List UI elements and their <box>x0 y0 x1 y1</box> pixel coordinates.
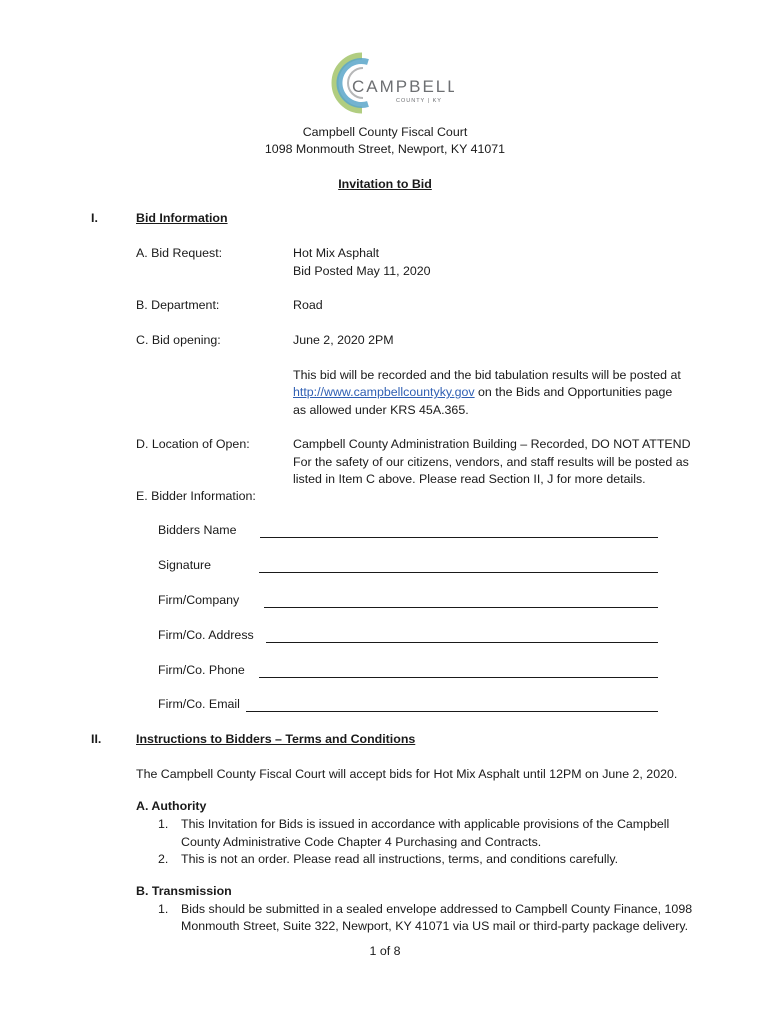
org-address: 1098 Monmouth Street, Newport, KY 41071 <box>264 142 506 156</box>
authority-item-1-number: 1. <box>158 817 169 831</box>
location-value-line3: listed in Item C above. Please read Section II, J for more details. <box>293 472 646 486</box>
location-value-line1: Campbell County Administration Building – Recorded, DO NOT ATTEND <box>293 437 691 451</box>
bidder-info-label: E. Bidder Information: <box>136 489 256 503</box>
firm-address-label: Firm/Co. Address <box>158 628 254 642</box>
firm-address-field[interactable] <box>266 642 658 643</box>
bid-opening-note-line2-rest: on the Bids and Opportunities page <box>474 385 673 399</box>
bid-opening-note-line2 <box>293 385 672 399</box>
firm-company-field[interactable] <box>264 607 658 608</box>
transmission-item-1-number: 1. <box>158 902 169 916</box>
bid-opening-note-line3: as allowed under KRS 45A.365. <box>293 403 469 417</box>
authority-heading: A. Authority <box>136 799 207 813</box>
campbell-county-logo <box>318 48 454 118</box>
transmission-heading: B. Transmission <box>136 884 232 898</box>
authority-item-1-line2: County Administrative Code Chapter 4 Purchasing and Contracts. <box>181 835 542 849</box>
bidders-name-label: Bidders Name <box>158 523 237 537</box>
firm-phone-label: Firm/Co. Phone <box>158 663 245 677</box>
bid-opening-label: C. Bid opening: <box>136 333 221 347</box>
section-2-title: Instructions to Bidders – Terms and Conditions <box>136 732 416 746</box>
authority-item-2-number: 2. <box>158 852 169 866</box>
authority-item-2-text: This is not an order. Please read all instructions, terms, and conditions carefully. <box>181 852 619 866</box>
firm-company-label: Firm/Company <box>158 593 240 607</box>
location-label: D. Location of Open: <box>136 437 250 451</box>
section-1-title: Bid Information <box>136 211 228 225</box>
bid-opening-note-line1: This bid will be recorded and the bid tabulation results will be posted at <box>293 368 681 382</box>
bid-request-value: Hot Mix Asphalt <box>293 246 380 260</box>
department-label: B. Department: <box>136 298 220 312</box>
location-value-line2: For the safety of our citizens, vendors, and staff results will be posted as <box>293 455 689 469</box>
bid-opening-value: June 2, 2020 2PM <box>293 333 394 347</box>
authority-item-1-line1: This Invitation for Bids is issued in accordance with applicable provisions of the Campbell <box>181 817 670 831</box>
firm-email-label: Firm/Co. Email <box>158 697 240 711</box>
department-value: Road <box>293 298 323 312</box>
section-2-number: II. <box>91 732 102 746</box>
bid-request-label: A. Bid Request: <box>136 246 223 260</box>
bid-posted-date: Bid Posted May 11, 2020 <box>293 264 431 278</box>
firm-email-field[interactable] <box>246 711 658 712</box>
county-website-link[interactable]: http://www.campbellcountyky.gov <box>293 385 475 399</box>
org-name: Campbell County Fiscal Court <box>302 125 468 139</box>
document-title: Invitation to Bid <box>338 177 432 191</box>
signature-field[interactable] <box>259 572 658 573</box>
transmission-item-1-line1: Bids should be submitted in a sealed envelope addressed to Campbell County Finance, 1098 <box>181 902 693 916</box>
signature-label: Signature <box>158 558 212 572</box>
page-number: 1 of 8 <box>369 944 401 958</box>
firm-phone-field[interactable] <box>259 677 658 678</box>
logo-subtitle: COUNTY | KY <box>396 98 442 104</box>
transmission-item-1-line2: Monmouth Street, Suite 322, Newport, KY 41071 via US mail or third-party package delivery. <box>181 919 689 933</box>
section-2-intro: The Campbell County Fiscal Court will accept bids for Hot Mix Asphalt until 12PM on June 2, 2020. <box>136 767 678 781</box>
bidders-name-field[interactable] <box>260 537 658 538</box>
section-1-number: I. <box>91 211 98 225</box>
logo-wordmark: CAMPBELL <box>352 77 454 96</box>
